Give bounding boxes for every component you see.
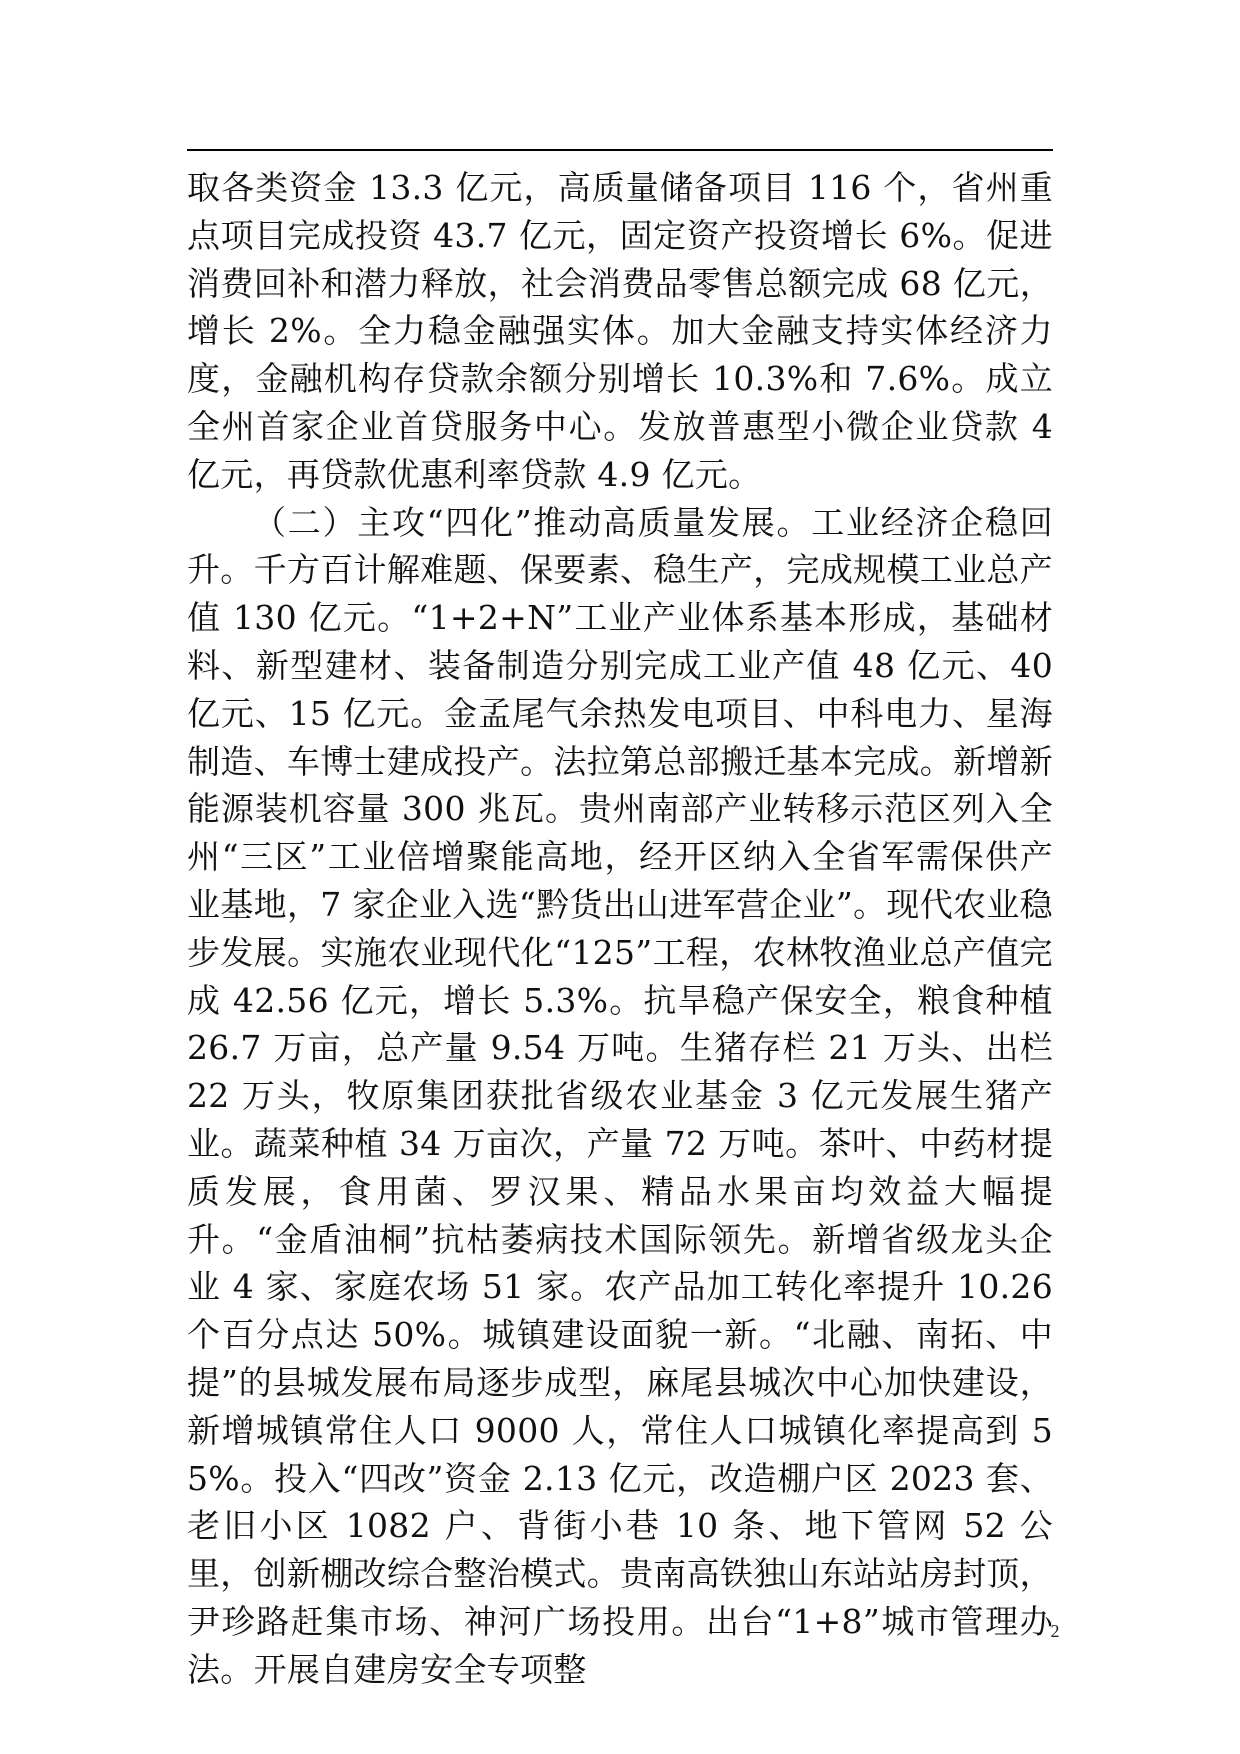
header-rule bbox=[187, 149, 1053, 151]
paragraph-1: 取各类资金 13.3 亿元，高质量储备项目 116 个，省州重点项目完成投资 43.7 亿元，固定资产投资增长 6%。促进消费回补和潜力释放，社会消费品零售总额完成 68 亿元，增长 2%。全力稳金融强实体。加大金融支持实体经济力度，金融机构存贷款余额分别增长 10.3%和 7.6%。成立全州首家企业首贷服务中心。发放普惠型小微企业贷款 4 亿元，再贷款优惠利率贷款 4.9 亿元。 bbox=[187, 168, 1053, 494]
page-number: 2 bbox=[1050, 1621, 1060, 1641]
body-text bbox=[187, 164, 1053, 1694]
paragraph-2: （二）主攻“四化”推动高质量发展。工业经济企稳回升。千方百计解难题、保要素、稳生产，完成规模工业总产值 130 亿元。“1+2+N”工业产业体系基本形成，基础材料、新型建材、装备制造分别完成工业产值 48 亿元、40 亿元、15 亿元。金孟尾气余热发电项目、中科电力、星海制造、车博士建成投产。法拉第总部搬迁基本完成。新增新能源装机容量 300 兆瓦。贵州南部产业转移示范区列入全州“三区”工业倍增聚能高地，经开区纳入全省军需保供产业基地，7 家企业入选“黔货出山进军营企业”。现代农业稳步发展。实施农业现代化“125”工程，农林牧渔业总产值完成 42.56 亿元，增长 5.3%。抗旱稳产保安全，粮食种植 26.7 万亩，总产量 9.54 万吨。生猪存栏 21 万头、出栏 22 万头，牧原集团获批省级农业基金 3 亿元发展生猪产业。蔬菜种植 34 万亩次，产量 72 万吨。茶叶、中药材提质发展，食用菌、罗汉果、精品水果亩均效益大幅提升。“金盾油桐”抗枯萎病技术国际领先。新增省级龙头企业 4 家、家庭农场 51 家。农产品加工转化率提升 10.26 个百分点达 50%。城镇建设面貌一新。“北融、南拓、中提”的县城发展布局逐步成型，麻尾县城次中心加快建设，新增城镇常住人口 9000 人，常住人口城镇化率提高到 55%。投入“四改”资金 2.13 亿元，改造棚户区 2023 套、老旧小区 1082 户、背街小巷 10 条、地下管网 52 公里，创新棚改综合整治模式。贵南高铁独山东站站房封顶，尹珍路赶集市场、神河广场投用。出台“1+8”城市管理办法。开展自建房安全专项整 bbox=[187, 502, 1053, 1689]
